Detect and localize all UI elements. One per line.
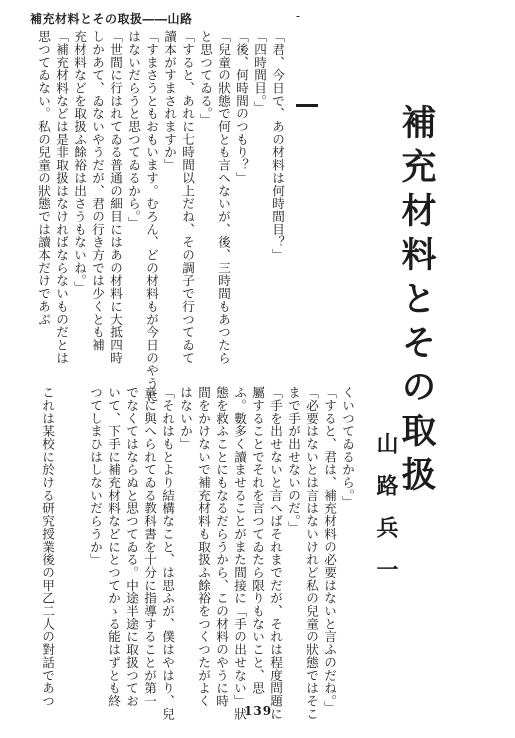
top-line-6: 「すると、あれに七時間以上だね、その調子で行つてゐて <box>180 30 195 365</box>
header-mark: - <box>296 9 301 23</box>
bottom-line-10: はないか」 <box>178 386 193 451</box>
top-line-14: 思つてゐない。私の兒童の狀態では讀本だけであぶ <box>36 30 51 326</box>
page-number: 139 <box>244 704 273 718</box>
bottom-line-4: まで手が出せないのだ。」 <box>286 386 301 534</box>
bottom-line-3: 「必要はないとは言はないけれど私の兒童の狀態ではそこ <box>304 386 319 721</box>
top-line-12: 充材料などを取扱ふ餘裕は出さうもないね。」 <box>72 30 87 294</box>
bottom-line-16: これは某校に於ける研究授業後の甲乙二人の對話であつ <box>40 386 55 708</box>
running-head: 補充材料とその取扱――山路 <box>30 12 193 26</box>
bottom-line-15: つてしまひはしないだらうか」 <box>88 386 103 566</box>
bottom-line-5: 「手を出せないと言へばそれまでだが、それは程度問題に <box>268 386 283 721</box>
bottom-line-7: ふ。數多く讀ませることがまた間接に「手の出せない」狀 <box>232 386 247 721</box>
bottom-line-2: 「すると、君は、補充材料の必要はないと言ふのだね。」 <box>322 386 337 714</box>
section-number <box>296 104 318 107</box>
bottom-line-8: 態を救ふことにもなるだらうから、この材料のやうに時 <box>214 386 229 708</box>
author-name: 山路兵一 <box>373 432 399 600</box>
top-line-4: 「兒童の狀態で何とも言へないが、後、三時間もあつたら <box>216 30 231 365</box>
bottom-line-13: でなくてはならぬと思つてゐる。中途半途に取扱つてお <box>124 386 139 708</box>
bottom-line-14: いて、下手に補充材料などにとつてかゝる能はずとも終 <box>106 386 121 708</box>
bottom-line-12: 童に與へられてゐる教科書を十分に指導することが第一 <box>142 386 157 708</box>
bottom-line-1: くいつてゐるから。」 <box>340 386 355 509</box>
top-line-2: 「四時間目。」 <box>252 30 267 114</box>
top-line-11: しかあて、ゐないやうだが、君の行き方では少くとも補 <box>90 30 105 352</box>
top-line-7: 讀本がすまされますか」 <box>162 30 177 172</box>
bottom-line-6: 屬することでそれを言つてゐたら限りもないこと、思 <box>250 386 265 695</box>
top-line-10: 「世間に行はれてゐる普通の細目にはあの材料に大抵四時 <box>108 30 123 365</box>
top-line-9: はないだらうと思つてゐるから。」 <box>126 30 141 230</box>
top-line-5: と思つてゐる。」 <box>198 30 213 127</box>
top-line-1: 「君、今日で、あの材料は何時間目？」 <box>270 30 285 262</box>
article-title: 補充材料とその取扱 <box>396 104 437 500</box>
bottom-line-11: 「それはもとより結構なこと、は思ふが、僕はやはり、兒 <box>160 386 175 721</box>
bottom-line-9: 間をかけないで補充材料も取扱ふ餘裕をつくつたがよく <box>196 386 211 708</box>
top-line-3: 「後、何時間のつもり？」 <box>234 30 249 185</box>
top-line-8: 「すまさうともおもいます。むろん、どの材料もが今日のやうに <box>144 30 159 403</box>
top-line-13: 「補充材料などは是非取扱はなければならないものだとは <box>54 30 69 365</box>
